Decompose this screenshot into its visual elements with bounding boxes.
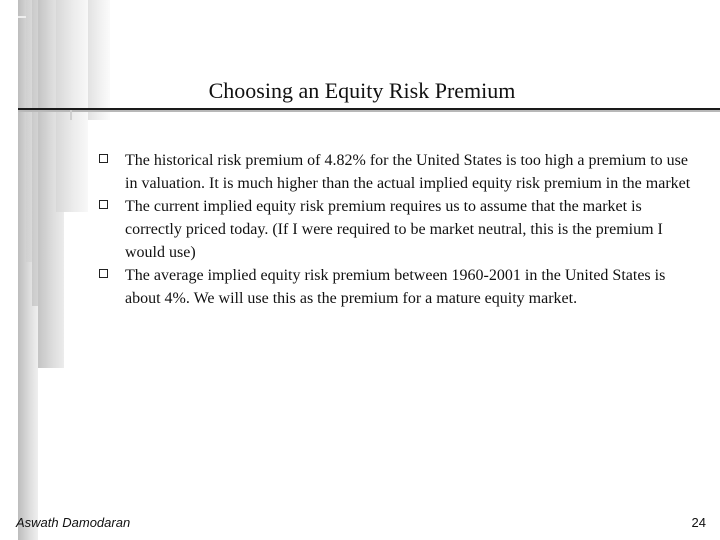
square-bullet-icon xyxy=(99,154,108,163)
slide-title: Choosing an Equity Risk Premium xyxy=(208,78,516,103)
bullet-text: The average implied equity risk premium between 1960-2001 in the United States is about 4%. We will use this as the premium for a mature equity market. xyxy=(125,267,666,307)
title-divider-shadow xyxy=(18,110,720,112)
decorative-mark xyxy=(70,110,72,120)
bullet-item xyxy=(99,195,699,264)
square-bullet-icon xyxy=(99,200,108,209)
bullet-text: The current implied equity risk premium requires us to assume that the market is correctly priced today. (If I were required to be market neutral, this is the premium I would use) xyxy=(125,198,663,261)
decorative-bar xyxy=(88,0,110,120)
decorative-mark xyxy=(18,16,26,18)
page-number: 24 xyxy=(691,515,706,530)
footer-author: Aswath Damodaran xyxy=(16,515,131,530)
bullet-item xyxy=(99,149,699,195)
bullet-text: The historical risk premium of 4.82% for the United States is too high a premium to use in valuation. It is much higher than the actual implied equity risk premium in the market xyxy=(125,152,691,192)
square-bullet-icon xyxy=(99,269,108,278)
bullet-item xyxy=(99,264,699,310)
decorative-bar xyxy=(56,0,88,212)
bullet-list xyxy=(99,149,699,310)
